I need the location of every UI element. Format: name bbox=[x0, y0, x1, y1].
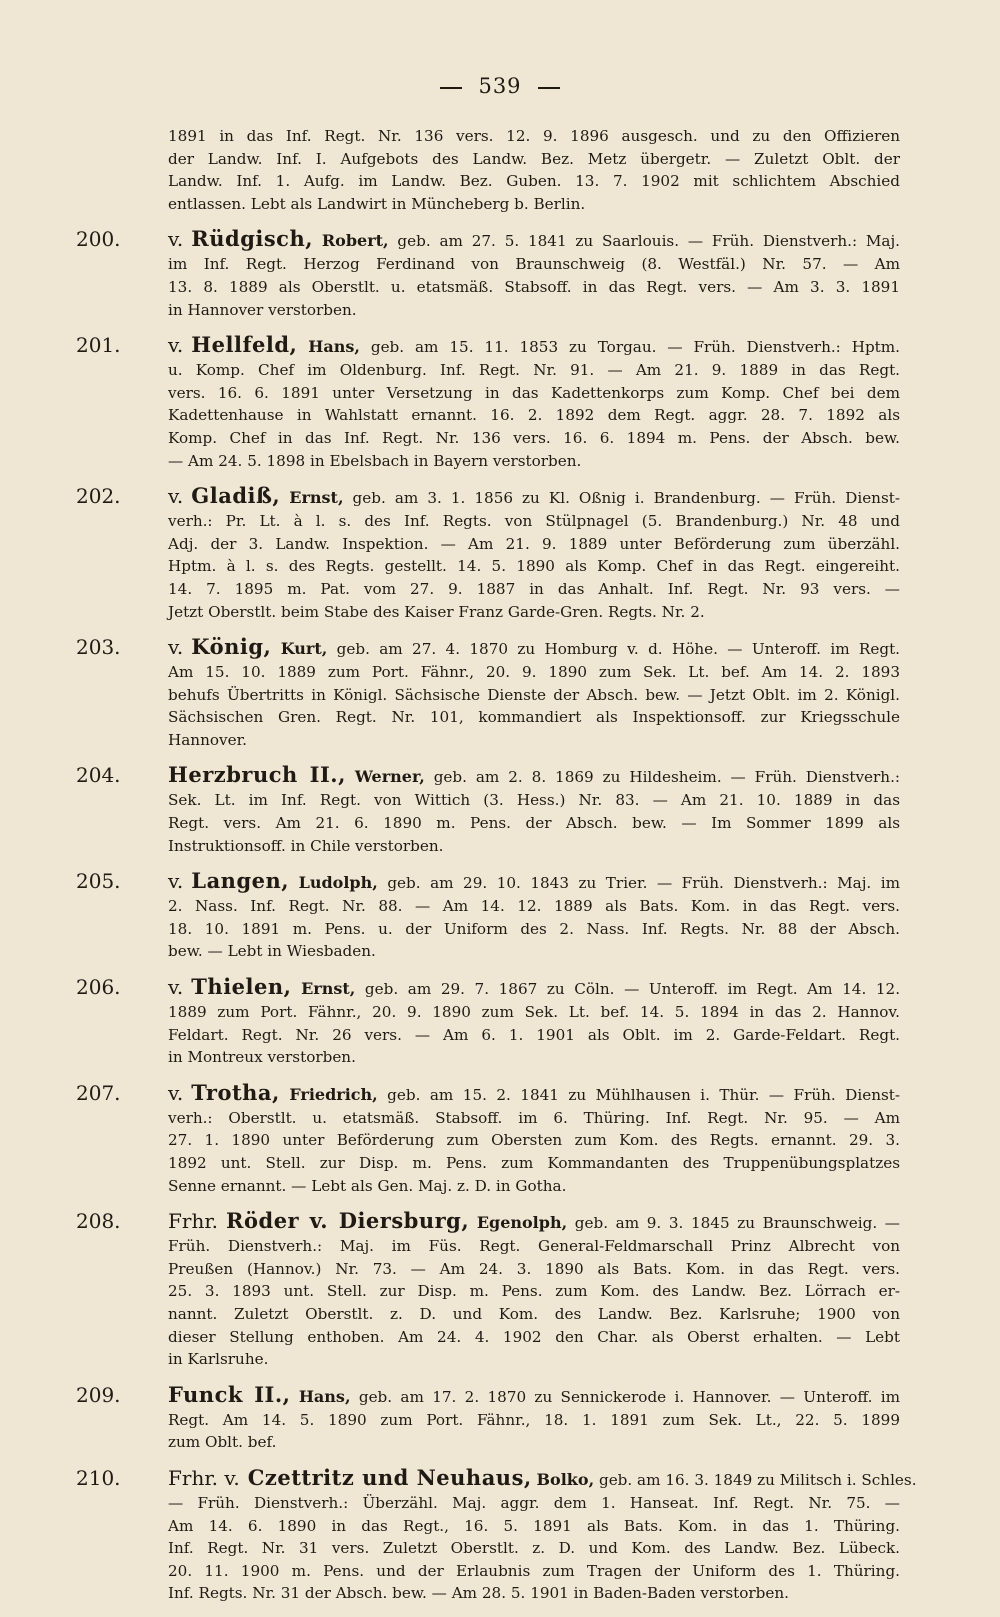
text-line: Komp. Chef in das Inf. Regt. Nr. 136 vers. 16. 6. 1894 m. Pens. der Absch. bew. bbox=[168, 428, 900, 447]
given-name: Friedrich, bbox=[289, 1084, 378, 1104]
entry-204 bbox=[76, 763, 900, 857]
page-number: 539 bbox=[478, 74, 522, 98]
text-line: vers. 16. 6. 1891 unter Versetzung in das Kadettenkorps zum Komp. Chef bei dem bbox=[168, 383, 900, 402]
text-line: Früh. Dienstverh.: Maj. im Füs. Regt. General-Feldmarschall Prinz Albrecht von bbox=[168, 1237, 900, 1256]
name-prefix: v. bbox=[168, 869, 184, 894]
heading-rest: geb. am 17. 2. 1870 zu Sennickerode i. Hannover. — Unteroff. im bbox=[358, 1387, 901, 1406]
entry-body bbox=[76, 1209, 900, 1371]
entry-heading-line bbox=[168, 635, 900, 661]
entry-body bbox=[76, 227, 900, 321]
entry-heading-line bbox=[168, 1383, 900, 1409]
text-line: Sächsischen Gren. Regt. Nr. 101, kommandiert als Inspektionsoff. zur Kriegsschule bbox=[168, 708, 900, 727]
entry-body bbox=[76, 975, 900, 1069]
given-name: Hans, bbox=[308, 337, 360, 357]
name-prefix: v. bbox=[168, 333, 184, 358]
surname: Funck II., bbox=[168, 1381, 291, 1407]
surname: Thielen, bbox=[191, 974, 292, 1000]
entry-203 bbox=[76, 635, 900, 751]
text-line: 27. 1. 1890 unter Beförderung zum Obersten zum Kom. des Regts. ernannt. 29. 3. bbox=[168, 1131, 900, 1150]
surname: Herzbruch II., bbox=[168, 762, 346, 788]
given-name: Ernst, bbox=[301, 979, 356, 999]
continued-entry bbox=[76, 125, 900, 215]
given-name: Bolko, bbox=[536, 1469, 595, 1489]
heading-rest: geb. am 29. 10. 1843 zu Trier. — Früh. Dienstverh.: Maj. im bbox=[387, 874, 901, 893]
heading-rest: geb. am 9. 3. 1845 zu Braunschweig. — bbox=[574, 1214, 900, 1233]
entry-body bbox=[76, 1464, 917, 1605]
entry-heading-line bbox=[168, 1081, 900, 1107]
entry-number: 208. bbox=[76, 1209, 121, 1234]
entry-number: 205. bbox=[76, 869, 121, 894]
text-line: Feldart. Regt. Nr. 26 vers. — Am 6. 1. 1901 als Oblt. im 2. Garde-Feldart. Regt. bbox=[168, 1025, 900, 1044]
text-line: Regt. vers. Am 21. 6. 1890 m. Pens. der Absch. bew. — Im Sommer 1899 als bbox=[168, 814, 900, 833]
entry-205 bbox=[76, 869, 900, 963]
text-line: Sek. Lt. im Inf. Regt. von Wittich (3. Hess.) Nr. 83. — Am 21. 10. 1889 in das bbox=[168, 791, 900, 810]
text-line: 25. 3. 1893 unt. Stell. zur Disp. m. Pens. zum Kom. des Landw. Bez. Lörrach er- bbox=[168, 1282, 900, 1301]
text-line: 2. Nass. Inf. Regt. Nr. 88. — Am 14. 12. 1889 als Bats. Kom. in das Regt. vers. bbox=[168, 897, 900, 916]
heading-rest: geb. am 27. 5. 1841 zu Saarlouis. — Früh. Dienstverh.: Maj. bbox=[397, 232, 901, 251]
entry-number: 200. bbox=[76, 227, 121, 252]
name-prefix: v. bbox=[168, 635, 184, 660]
text-line: — Früh. Dienstverh.: Überzähl. Maj. aggr. dem 1. Hanseat. Inf. Regt. Nr. 75. — bbox=[168, 1493, 900, 1512]
entry-body bbox=[76, 763, 900, 857]
text-line: verh.: Oberstlt. u. etatsmäß. Stabsoff. im 6. Thüring. Inf. Regt. Nr. 95. — Am bbox=[168, 1108, 900, 1127]
text-line: entlassen. Lebt als Landwirt in Müncheberg b. Berlin. bbox=[168, 194, 586, 213]
entry-heading-line bbox=[168, 763, 900, 789]
text-line: zum Oblt. bef. bbox=[168, 1433, 277, 1452]
entry-body bbox=[76, 1081, 900, 1197]
heading-rest: geb. am 16. 3. 1849 zu Militsch i. Schles. bbox=[598, 1470, 917, 1489]
text-line: im Inf. Regt. Herzog Ferdinand von Braunschweig (8. Westfäl.) Nr. 57. — Am bbox=[168, 255, 900, 274]
heading-rest: geb. am 15. 11. 1853 zu Torgau. — Früh. Dienstverh.: Hptm. bbox=[370, 338, 901, 357]
entry-number: 209. bbox=[76, 1382, 121, 1407]
text-line: Landw. Inf. 1. Aufg. im Landw. Bez. Guben. 13. 7. 1902 mit schlichtem Abschied bbox=[168, 172, 900, 191]
name-prefix: Frhr. bbox=[168, 1209, 219, 1234]
text-line: nannt. Zuletzt Oberstlt. z. D. und Kom. des Landw. Bez. Karlsruhe; 1900 von bbox=[168, 1304, 900, 1323]
text-line: 1892 unt. Stell. zur Disp. m. Pens. zum Kommandanten des Truppenübungsplatzes bbox=[168, 1154, 900, 1172]
text-line: Senne ernannt. — Lebt als Gen. Maj. z. D. in Gotha. bbox=[168, 1176, 567, 1195]
text-line: u. Komp. Chef im Oldenburg. Inf. Regt. Nr. 91. — Am 21. 9. 1889 in das Regt. bbox=[168, 361, 900, 380]
entry-heading-line bbox=[168, 869, 900, 895]
entry-heading-line bbox=[168, 333, 900, 359]
entry-202 bbox=[76, 484, 900, 623]
text-line: der Landw. Inf. I. Aufgebots des Landw. Bez. Metz übergetr. — Zuletzt Oblt. der bbox=[168, 149, 900, 168]
entry-heading-line bbox=[168, 1464, 917, 1492]
text-line: Preußen (Hannov.) Nr. 73. — Am 24. 3. 1890 als Bats. Kom. in das Regt. vers. bbox=[168, 1259, 900, 1278]
name-prefix: v. bbox=[168, 1080, 184, 1105]
entry-body bbox=[76, 635, 900, 751]
given-name: Ludolph, bbox=[298, 873, 378, 893]
heading-rest: geb. am 15. 2. 1841 zu Mühlhausen i. Thür. — Früh. Dienst- bbox=[387, 1085, 901, 1104]
entry-number: 201. bbox=[76, 333, 121, 358]
text-line: Kadettenhause in Wahlstatt ernannt. 16. 2. 1892 dem Regt. aggr. 28. 7. 1892 als bbox=[168, 406, 900, 425]
text-line: 13. 8. 1889 als Oberstlt. u. etatsmäß. Stabsoff. in das Regt. vers. — Am 3. 3. 1891 bbox=[168, 277, 900, 296]
entry-body bbox=[76, 869, 900, 963]
name-prefix: Frhr. v. bbox=[168, 1465, 240, 1490]
text-line: bew. — Lebt in Wiesbaden. bbox=[168, 942, 376, 961]
name-prefix: v. bbox=[168, 484, 184, 509]
text-line: Adj. der 3. Landw. Inspektion. — Am 21. 9. 1889 unter Beförderung zum überzähl. bbox=[168, 534, 900, 553]
entry-body bbox=[76, 484, 900, 623]
entry-number: 203. bbox=[76, 635, 121, 660]
surname: Gladiß, bbox=[191, 483, 281, 509]
text-line: Hptm. à l. s. des Regts. gestellt. 14. 5. 1890 als Komp. Chef in das Regt. eingereiht. bbox=[168, 557, 900, 576]
text-line: in Hannover verstorben. bbox=[168, 300, 357, 319]
entry-body bbox=[76, 1383, 900, 1454]
text-line: 14. 7. 1895 m. Pat. vom 27. 9. 1887 in das Anhalt. Inf. Regt. Nr. 93 vers. — bbox=[168, 579, 900, 598]
text-line: Hannover. bbox=[168, 730, 247, 749]
heading-rest: geb. am 27. 4. 1870 zu Homburg v. d. Höhe. — Unteroff. im Regt. bbox=[336, 640, 901, 659]
surname: Trotha, bbox=[191, 1079, 280, 1105]
text-line: Jetzt Oberstlt. beim Stabe des Kaiser Franz Garde-Gren. Regts. Nr. 2. bbox=[168, 602, 705, 621]
surname: Langen, bbox=[191, 868, 290, 894]
entry-number: 202. bbox=[76, 484, 121, 509]
surname: König, bbox=[191, 634, 272, 660]
surname: Hellfeld, bbox=[191, 332, 298, 358]
entry-heading-line bbox=[168, 484, 900, 510]
given-name: Ernst, bbox=[289, 488, 344, 508]
text-line: in Montreux verstorben. bbox=[168, 1048, 356, 1067]
surname: Rüdgisch, bbox=[191, 226, 314, 252]
text-line: Am 14. 6. 1890 in das Regt., 16. 5. 1891 als Bats. Kom. in das 1. Thüring. bbox=[168, 1516, 900, 1535]
dash-right bbox=[538, 87, 560, 89]
entry-number: 204. bbox=[76, 763, 121, 788]
entry-210 bbox=[76, 1464, 917, 1605]
heading-rest: geb. am 29. 7. 1867 zu Cöln. — Unteroff. im Regt. Am 14. 12. bbox=[364, 980, 901, 999]
given-name: Werner, bbox=[354, 767, 425, 787]
name-prefix: v. bbox=[168, 227, 184, 252]
entry-heading-line bbox=[168, 227, 900, 253]
entry-209 bbox=[76, 1383, 900, 1454]
given-name: Egenolph, bbox=[476, 1213, 568, 1233]
entry-body bbox=[76, 333, 900, 472]
entry-206 bbox=[76, 975, 900, 1069]
entry-207 bbox=[76, 1081, 900, 1197]
text-line: verh.: Pr. Lt. à l. s. des Inf. Regts. von Stülpnagel (5. Brandenburg.) Nr. 48 und bbox=[168, 512, 900, 531]
text-line: 1891 in das Inf. Regt. Nr. 136 vers. 12. 9. 1896 ausgesch. und zu den Offizieren bbox=[168, 127, 900, 145]
surname: Röder v. Diersburg, bbox=[226, 1208, 470, 1234]
text-line: behufs Übertritts in Königl. Sächsische Dienste der Absch. bew. — Jetzt Oblt. im 2. Königl. bbox=[168, 685, 900, 704]
given-name: Hans, bbox=[298, 1386, 351, 1406]
text-line: Regt. Am 14. 5. 1890 zum Port. Fähnr., 18. 1. 1891 zum Sek. Lt., 22. 5. 1899 bbox=[168, 1410, 900, 1429]
name-prefix: v. bbox=[168, 975, 184, 1000]
heading-rest: geb. am 3. 1. 1856 zu Kl. Oßnig i. Brandenburg. — Früh. Dienst- bbox=[352, 489, 900, 508]
entry-208 bbox=[76, 1209, 900, 1371]
dash-left bbox=[440, 87, 462, 89]
text-line: 1889 zum Port. Fähnr., 20. 9. 1890 zum Sek. Lt. bef. 14. 5. 1894 in das 2. Hannov. bbox=[168, 1003, 900, 1022]
text-line: Inf. Regts. Nr. 31 der Absch. bew. — Am 28. 5. 1901 in Baden-Baden verstorben. bbox=[168, 1584, 789, 1603]
given-name: Robert, bbox=[321, 231, 389, 251]
text-line: Instruktionsoff. in Chile verstorben. bbox=[168, 836, 444, 855]
entry-heading-line bbox=[168, 975, 900, 1001]
text-line: Am 15. 10. 1889 zum Port. Fähnr., 20. 9. 1890 zum Sek. Lt. bef. Am 14. 2. 1893 bbox=[168, 663, 900, 682]
text-line: dieser Stellung enthoben. Am 24. 4. 1902 den Char. als Oberst erhalten. — Lebt bbox=[168, 1327, 900, 1346]
text-line: — Am 24. 5. 1898 in Ebelsbach in Bayern verstorben. bbox=[168, 451, 582, 470]
entry-200 bbox=[76, 227, 900, 321]
entry-heading-line bbox=[168, 1209, 900, 1235]
entries-list bbox=[76, 125, 917, 1617]
entry-number: 210. bbox=[76, 1465, 121, 1490]
text-line: 20. 11. 1900 m. Pens. und der Erlaubnis zum Tragen der Uniform des 1. Thüring. bbox=[168, 1561, 900, 1580]
page-number-header bbox=[0, 74, 1000, 98]
entry-201 bbox=[76, 333, 900, 472]
entry-number: 207. bbox=[76, 1080, 121, 1105]
heading-rest: geb. am 2. 8. 1869 zu Hildesheim. — Früh. Dienstverh.: bbox=[433, 768, 901, 787]
text-line: in Karlsruhe. bbox=[168, 1350, 269, 1369]
text-line: 18. 10. 1891 m. Pens. u. der Uniform des 2. Nass. Inf. Regts. Nr. 88 der Absch. bbox=[168, 919, 900, 938]
given-name: Kurt, bbox=[280, 639, 328, 659]
surname: Czettritz und Neuhaus, bbox=[247, 1464, 532, 1490]
text-line: Inf. Regt. Nr. 31 vers. Zuletzt Oberstlt. z. D. und Kom. des Landw. Bez. Lübeck. bbox=[168, 1539, 900, 1558]
entry-number: 206. bbox=[76, 975, 121, 1000]
